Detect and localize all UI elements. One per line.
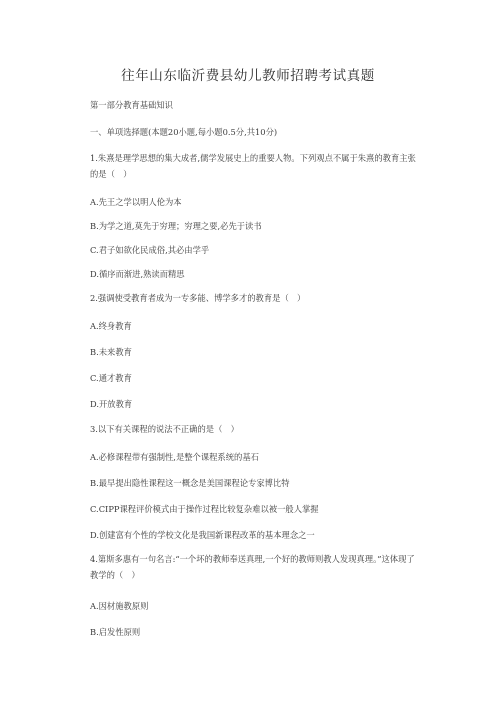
question-3-option-a: A.必修课程带有强制性,是整个课程系统的基石 bbox=[90, 452, 259, 462]
question-1-option-b: B.为学之道,莫先于穷理；穷理之要,必先于读书 bbox=[90, 221, 262, 231]
question-2-option-b: B.未来教育 bbox=[90, 347, 132, 357]
question-2-option-c: C.通才教育 bbox=[90, 373, 132, 383]
question-3-option-b: B.最早提出隐性课程这一概念是美国课程论专家博比特 bbox=[90, 478, 290, 488]
question-1-option-a: A.先王之学以明人伦为本 bbox=[90, 197, 182, 207]
part-heading: 第一部分教育基础知识 bbox=[90, 100, 173, 110]
question-3-option-d: D.创建富有个性的学校文化是我国新课程改革的基本理念之一 bbox=[90, 530, 315, 540]
section-heading: 一、单项选择题(本题20小题,每小题0.5分,共10分) bbox=[90, 127, 278, 137]
question-1-option-c: C.君子如欲化民成俗,其必由学乎 bbox=[90, 245, 210, 255]
question-1-stem: 1.朱熹是理学思想的集大成者,儒学发展史上的重要人物。下列观点不属于朱熹的教育主张的是（ ） bbox=[90, 153, 416, 179]
question-2-stem: 2.强调使受教育者成为一专多能、博学多才的教育是（ ） bbox=[90, 293, 306, 303]
question-4-option-b: B.启发性原则 bbox=[90, 627, 141, 637]
question-2-option-d: D.开放教育 bbox=[90, 399, 133, 409]
question-4-option-a: A.因材施教原则 bbox=[90, 601, 149, 611]
document-title: 往年山东临沂费县幼儿教师招聘考试真题 bbox=[121, 68, 375, 84]
question-2-option-a: A.终身教育 bbox=[90, 321, 132, 331]
question-4-stem: 4.第斯多惠有一句名言:“一个坏的教师奉送真理,一个好的教师则教人发现真理。”这体现了教学的（ ） bbox=[90, 554, 415, 580]
question-1-option-d: D.循序而渐进,熟读而精思 bbox=[90, 269, 185, 279]
question-3-stem: 3.以下有关课程的说法不正确的是（ ） bbox=[90, 424, 239, 434]
question-3-option-c: C.CIPP课程评价模式由于操作过程比较复杂难以被一般人掌握 bbox=[90, 504, 319, 514]
